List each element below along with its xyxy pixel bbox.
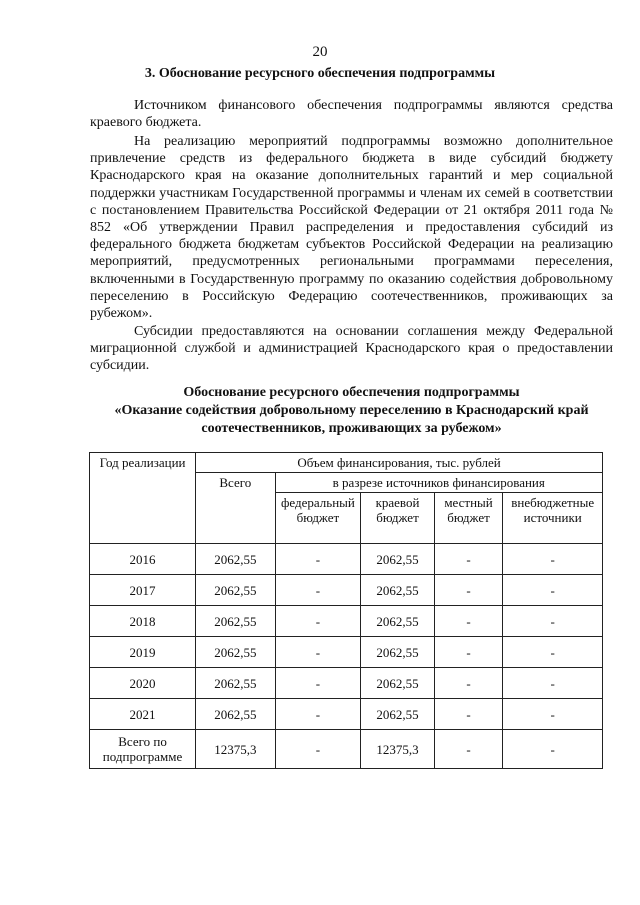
cell-year: Всего по подпрограмме — [90, 730, 196, 769]
header-federal: федеральный бюджет — [275, 493, 361, 544]
header-local: местный бюджет — [434, 493, 503, 544]
header-volume: Объем финансирования, тыс. рублей — [196, 453, 603, 473]
cell-extra: - — [503, 730, 603, 769]
cell-regional: 2062,55 — [361, 699, 434, 730]
cell-local: - — [434, 668, 503, 699]
cell-regional: 2062,55 — [361, 575, 434, 606]
cell-extra: - — [503, 606, 603, 637]
cell-regional: 2062,55 — [361, 606, 434, 637]
paragraph-agreement: Субсидии предоставляются на основании соглашения между Федеральной миграционной службой и администрацией Краснодарского края о предоставлении субсидии. — [90, 324, 613, 374]
paragraph-funding-source: Источником финансового обеспечения подпрограммы являются средства краевого бюджета. — [90, 98, 613, 131]
table-row — [90, 668, 603, 699]
cell-regional: 12375,3 — [361, 730, 434, 769]
cell-federal: - — [275, 637, 361, 668]
table-row — [90, 575, 603, 606]
header-regional: краевой бюджет — [361, 493, 434, 544]
financing-table — [89, 452, 603, 769]
table-row — [90, 637, 603, 668]
page-number: 20 — [312, 44, 328, 60]
cell-federal: - — [275, 606, 361, 637]
cell-local: - — [434, 575, 503, 606]
cell-regional: 2062,55 — [361, 668, 434, 699]
cell-local: - — [434, 544, 503, 575]
cell-year: 2021 — [90, 699, 196, 730]
cell-federal: - — [275, 668, 361, 699]
table-row — [90, 544, 603, 575]
table-title-line-1: Обоснование ресурсного обеспечения подпрограммы — [183, 385, 520, 400]
cell-extra: - — [503, 637, 603, 668]
cell-local: - — [434, 606, 503, 637]
table-row — [90, 699, 603, 730]
cell-extra: - — [503, 544, 603, 575]
header-extra: внебюджетные источники — [503, 493, 603, 544]
cell-regional: 2062,55 — [361, 637, 434, 668]
cell-extra: - — [503, 699, 603, 730]
cell-federal: - — [275, 730, 361, 769]
cell-year: 2018 — [90, 606, 196, 637]
table-row-total — [90, 730, 603, 769]
cell-total: 2062,55 — [196, 699, 275, 730]
cell-federal: - — [275, 699, 361, 730]
header-by-sources: в разрезе источников финансирования — [275, 473, 602, 493]
cell-year: 2016 — [90, 544, 196, 575]
cell-year: 2019 — [90, 637, 196, 668]
cell-federal: - — [275, 575, 361, 606]
cell-total: 2062,55 — [196, 606, 275, 637]
header-total: Всего — [196, 473, 275, 544]
table-row — [90, 606, 603, 637]
table-title — [90, 384, 613, 438]
table-title-line-3: соотечественников, проживающих за рубежом» — [201, 421, 502, 436]
cell-total: 2062,55 — [196, 544, 275, 575]
cell-local: - — [434, 637, 503, 668]
cell-total: 2062,55 — [196, 575, 275, 606]
cell-local: - — [434, 699, 503, 730]
table-title-line-2: «Оказание содействия добровольному переселению в Краснодарский край — [114, 403, 589, 418]
cell-regional: 2062,55 — [361, 544, 434, 575]
cell-year: 2020 — [90, 668, 196, 699]
header-year: Год реализации — [90, 453, 196, 544]
cell-federal: - — [275, 544, 361, 575]
cell-extra: - — [503, 575, 603, 606]
cell-extra: - — [503, 668, 603, 699]
paragraph-federal-subsidies: На реализацию мероприятий подпрограммы возможно дополнительное привлечение средств из федерального бюджета в виде субсидий бюджету Краснодарского края на оказание дополнительных гарантий и мер социальной поддержки участникам Государственной программы и членам их семей в соответствии с постановлением Правительства Российской Федерации от 21 октября 2011 года № 852 «Об утверждении Правил распределения и предоставления субсидий из федерального бюджета бюджетам субъектов Российской Федерации на реализацию мероприятий, предусмотренных региональными программами переселения, включенными в Государственную программу по оказанию содействия добровольному переселению в Российскую Федерацию соотечественников, проживающих за рубежом». — [90, 134, 613, 322]
section-title: 3. Обоснование ресурсного обеспечения подпрограммы — [144, 66, 496, 81]
cell-total: 12375,3 — [196, 730, 275, 769]
cell-total: 2062,55 — [196, 637, 275, 668]
cell-local: - — [434, 730, 503, 769]
cell-total: 2062,55 — [196, 668, 275, 699]
cell-year: 2017 — [90, 575, 196, 606]
